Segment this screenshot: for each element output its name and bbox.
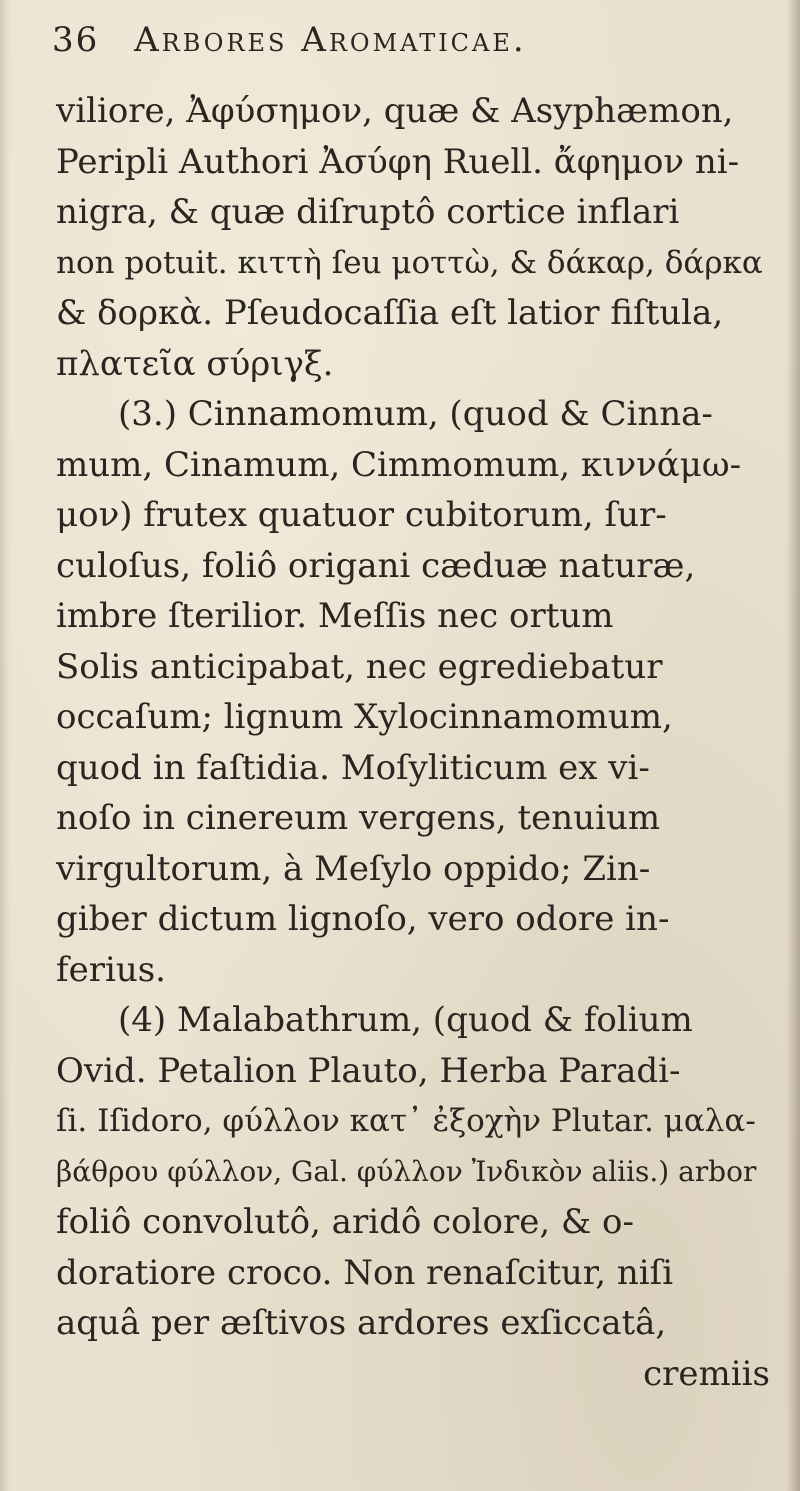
running-title: Arbores Aromaticae. — [134, 20, 527, 60]
text-line: ſi. Iſidoro, φύλλον κατ᾽ ἐξοχὴν Plutar. μαλα- — [56, 1103, 756, 1139]
running-header — [52, 20, 752, 72]
text-line: virgultorum, à Meſylo oppido; Zin- — [56, 848, 651, 889]
text-line: viliore, Ἀφύσημον, quæ & Asyphæmon, — [56, 91, 734, 131]
text-line: imbre ſterilior. Meſſis nec ortum — [56, 596, 614, 636]
text-line: nigra, & quæ diſruptô cortice inflari — [56, 192, 680, 232]
text-line: Peripli Authori Ἀσύφη Ruell. ἄφημον ni- — [56, 141, 740, 182]
text-line: non potuit. κιττὴ ſeu μοττὼ, & δάκαρ, δάρκα — [56, 244, 763, 281]
text-line: quod in faſtidia. Moſyliticum ex vi- — [56, 747, 650, 788]
text-line: μον) frutex quatuor cubitorum, ſur- — [56, 495, 667, 535]
text-line: (4) Malabathrum, (quod & folium — [118, 1000, 693, 1040]
text-line: mum, Cinamum, Cimmomum, κιννάμω- — [56, 444, 742, 485]
text-line: giber dictum lignoſo, vero odore in- — [56, 899, 670, 939]
text-line: Ovid. Petalion Plauto, Herba Paradi- — [56, 1050, 681, 1091]
text-line: & δορκὰ. Pſeudocaſſia eſt latior fiſtula, — [56, 293, 724, 333]
text-line: ferius. — [56, 949, 166, 990]
page-shadow-right — [786, 0, 800, 1491]
body-text — [56, 86, 776, 1399]
text-line: occaſum; lignum Xylocinnamomum, — [56, 697, 673, 737]
text-line: noſo in cinereum vergens, tenuium — [56, 798, 661, 838]
text-line: culoſus, foliô origani cæduæ naturæ, — [56, 545, 696, 586]
page-shadow-left — [0, 0, 10, 1491]
text-line: aquâ per æſtivos ardores exſiccatâ, — [56, 1303, 667, 1343]
text-line: βάθρου φύλλον, Gal. φύλλον Ἰνδικὸν aliis.) arbor — [56, 1154, 757, 1188]
page-number: 36 — [52, 20, 100, 60]
text-line: (3.) Cinnamomum, (quod & Cinna- — [118, 394, 713, 434]
text-line: πλατεῖα σύριγξ. — [56, 343, 334, 384]
catchword: cremiis — [643, 1353, 770, 1394]
text-line: foliô convolutô, aridô colore, & o- — [56, 1202, 634, 1242]
text-line: Solis anticipabat, nec egrediebatur — [56, 646, 663, 687]
text-line: doratiore croco. Non renaſcitur, niſi — [56, 1252, 674, 1293]
